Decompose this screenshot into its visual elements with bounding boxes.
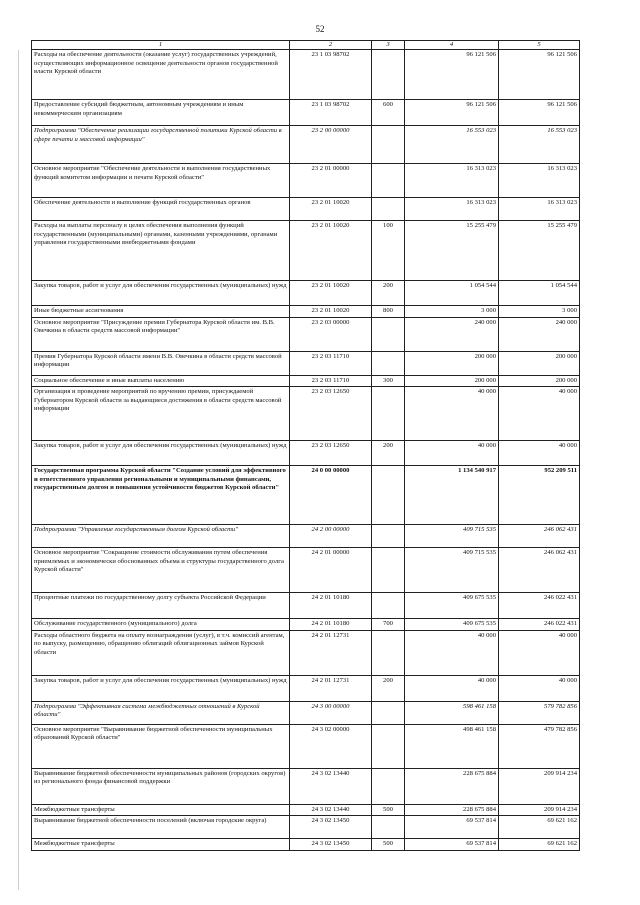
row-name: Основное мероприятие "Присуждение премии Губернатора Курской области им. В.В. Овечкина в области средств массовой информации" [32,317,290,351]
row-name: Подпрограмма "Управление государственным долгом Курской области" [32,525,290,548]
row-expense-type [372,816,405,839]
row-name: Закупка товаров, работ и услуг для обеспечения государственных (муниципальных) нужд [32,441,290,466]
row-name: Основное мероприятие "Выравнивание бюджетной обеспеченности муниципальных образований Курской области" [32,724,290,768]
row-sum-year1: 200 000 [405,375,499,387]
table-body [32,41,580,851]
row-code: 23 2 03 00000 [290,317,372,351]
table-row [32,525,580,548]
row-sum-year1: 409 675 535 [405,593,499,619]
row-sum-year2: 952 209 511 [499,466,580,525]
row-sum-year1: 200 000 [405,351,499,375]
row-sum-year1: 3 000 [405,306,499,318]
row-code: 24 2 01 00000 [290,548,372,593]
row-expense-type [372,317,405,351]
table-row [32,126,580,164]
row-name: Выравнивание бюджетной обеспеченности муниципальных районов (городских округов) из регионального фонда финансовой поддержки [32,768,290,804]
budget-table [31,40,580,851]
row-sum-year1: 40 000 [405,441,499,466]
column-header-row [32,41,580,50]
row-code: 23 2 01 10020 [290,281,372,306]
row-sum-year1: 1 134 540 917 [405,466,499,525]
row-sum-year2: 479 782 856 [499,724,580,768]
row-expense-type [372,630,405,675]
row-expense-type: 600 [372,100,405,126]
table-row [32,50,580,100]
row-name: Процентные платежи по государственному долгу субъекта Российской Федерации [32,593,290,619]
table-row [32,593,580,619]
row-expense-type [372,50,405,100]
table-row [32,675,580,701]
table-row [32,281,580,306]
row-sum-year1: 40 000 [405,387,499,441]
table-row [32,441,580,466]
table-row [32,724,580,768]
row-expense-type [372,768,405,804]
column-header-sum-year1: 4 [405,41,499,50]
row-sum-year2: 246 062 431 [499,548,580,593]
row-name: Расходы на выплаты персоналу в целях обеспечения выполнения функций государственными (муниципальными) органами, казенными учреждениями, органами управления государственными внебюджетными фондами [32,221,290,281]
page-edge-line [18,50,19,890]
row-sum-year2: 16 313 023 [499,164,580,198]
row-expense-type [372,525,405,548]
row-name: Обслуживание государственного (муниципального) долга [32,619,290,631]
table-row [32,351,580,375]
row-expense-type [372,701,405,724]
table-row [32,816,580,839]
row-name: Организация и проведение мероприятий по вручению премии, присуждаемой Губернатором Курской области за выдающиеся достижения в области средств массовой информации [32,387,290,441]
column-header-code: 2 [290,41,372,50]
row-sum-year1: 1 054 544 [405,281,499,306]
row-name: Премия Губернатора Курской области имени В.В. Овечкина в области средств массовой информации [32,351,290,375]
row-name: Обеспечение деятельности и выполнение функций государственных органов [32,198,290,221]
row-expense-type: 800 [372,306,405,318]
row-code: 24 3 00 00000 [290,701,372,724]
row-code: 24 3 02 13440 [290,804,372,816]
row-sum-year2: 40 000 [499,387,580,441]
row-name: Закупка товаров, работ и услуг для обеспечения государственных (муниципальных) нужд [32,675,290,701]
row-sum-year1: 96 121 506 [405,50,499,100]
row-expense-type [372,548,405,593]
row-expense-type: 500 [372,839,405,851]
row-sum-year1: 16 313 023 [405,198,499,221]
table-row [32,701,580,724]
table-row [32,198,580,221]
row-sum-year1: 409 715 535 [405,525,499,548]
page-number: 52 [315,24,325,34]
row-expense-type: 200 [372,675,405,701]
row-sum-year1: 228 675 884 [405,768,499,804]
row-sum-year2: 209 914 234 [499,804,580,816]
row-code: 24 3 02 13440 [290,768,372,804]
row-sum-year2: 40 000 [499,675,580,701]
row-sum-year2: 579 782 856 [499,701,580,724]
row-code: 23 2 01 10020 [290,221,372,281]
row-code: 23 2 01 00000 [290,164,372,198]
row-code: 23 2 03 11710 [290,351,372,375]
row-sum-year1: 15 255 479 [405,221,499,281]
row-expense-type: 200 [372,441,405,466]
row-sum-year2: 40 000 [499,441,580,466]
row-code: 24 3 02 13450 [290,816,372,839]
row-name: Выравнивание бюджетной обеспеченности поселений (включая городские округа) [32,816,290,839]
table-row [32,630,580,675]
row-sum-year2: 96 121 506 [499,50,580,100]
table-row [32,100,580,126]
row-code: 23 2 00 00000 [290,126,372,164]
row-expense-type: 700 [372,619,405,631]
column-header-name: 1 [32,41,290,50]
row-code: 24 2 00 00000 [290,525,372,548]
row-code: 23 2 01 10020 [290,306,372,318]
row-sum-year2: 246 062 431 [499,525,580,548]
row-name: Основное мероприятие "Сокращение стоимости обслуживания путем обеспечения приемлемых и экономически обоснованных объема и структуры государственного долга Курской области" [32,548,290,593]
row-sum-year1: 409 715 535 [405,548,499,593]
table-row [32,804,580,816]
table-row [32,466,580,525]
row-expense-type: 100 [372,221,405,281]
row-expense-type [372,126,405,164]
row-sum-year2: 40 000 [499,630,580,675]
row-sum-year1: 228 675 884 [405,804,499,816]
row-code: 24 2 01 12731 [290,630,372,675]
row-expense-type [372,593,405,619]
row-sum-year2: 246 022 431 [499,619,580,631]
row-sum-year2: 1 054 544 [499,281,580,306]
row-sum-year1: 16 553 023 [405,126,499,164]
table-row [32,387,580,441]
row-name: Государственная программа Курской области "Создание условий для эффективного и ответственного управления региональными и муниципальными финансами, государственным долгом и повышения устойчивости бюджетов Курской области" [32,466,290,525]
row-name: Межбюджетные трансферты [32,839,290,851]
row-sum-year2: 240 000 [499,317,580,351]
row-sum-year1: 498 461 158 [405,724,499,768]
row-sum-year2: 96 121 506 [499,100,580,126]
column-header-expense-type: 3 [372,41,405,50]
row-name: Расходы областного бюджета на оплату вознаграждения (услуг), в т.ч. комиссий агентам, по выпуску, размещению, обращению облигаций облигационных займов Курской области [32,630,290,675]
row-code: 23 1 03 98702 [290,50,372,100]
row-sum-year1: 69 537 814 [405,816,499,839]
row-sum-year2: 200 000 [499,375,580,387]
row-sum-year1: 16 313 023 [405,164,499,198]
row-name: Социальное обеспечение и иные выплаты населению [32,375,290,387]
row-sum-year1: 96 121 506 [405,100,499,126]
table-row [32,375,580,387]
row-expense-type [372,387,405,441]
row-code: 24 0 00 00000 [290,466,372,525]
row-code: 23 2 03 11710 [290,375,372,387]
row-name: Подпрограмма "Обеспечение реализации государственной политики Курской области в сфере печати и массовой информации" [32,126,290,164]
table-row [32,306,580,318]
row-expense-type [372,351,405,375]
row-sum-year2: 3 000 [499,306,580,318]
row-code: 24 3 02 13450 [290,839,372,851]
row-name: Иные бюджетные ассигнования [32,306,290,318]
row-sum-year2: 16 553 023 [499,126,580,164]
table-row [32,768,580,804]
row-sum-year2: 16 313 023 [499,198,580,221]
table-row [32,548,580,593]
table-row [32,317,580,351]
column-header-sum-year2: 5 [499,41,580,50]
row-name: Предоставление субсидий бюджетным, автономным учреждениям и иным некоммерческим организациям [32,100,290,126]
row-code: 24 2 01 10180 [290,619,372,631]
row-code: 24 2 01 12731 [290,675,372,701]
row-sum-year1: 598 461 158 [405,701,499,724]
table-row [32,221,580,281]
row-code: 23 1 03 98702 [290,100,372,126]
table-row [32,839,580,851]
row-sum-year1: 240 000 [405,317,499,351]
row-code: 24 3 02 00000 [290,724,372,768]
row-expense-type [372,164,405,198]
row-expense-type [372,198,405,221]
row-sum-year2: 200 000 [499,351,580,375]
row-expense-type [372,724,405,768]
row-name: Расходы на обеспечение деятельности (оказание услуг) государственных учреждений, осуществляющих информационное освещение деятельности органов государственной власти Курской области [32,50,290,100]
row-sum-year2: 69 621 162 [499,816,580,839]
row-expense-type [372,466,405,525]
row-sum-year2: 69 621 162 [499,839,580,851]
row-code: 23 2 01 10020 [290,198,372,221]
row-sum-year1: 40 000 [405,630,499,675]
row-name: Закупка товаров, работ и услуг для обеспечения государственных (муниципальных) нужд [32,281,290,306]
table-row [32,619,580,631]
row-code: 23 2 03 12650 [290,387,372,441]
row-name: Подпрограмма "Эффективная система межбюджетных отношений в Курской области" [32,701,290,724]
row-expense-type: 500 [372,804,405,816]
table-row [32,164,580,198]
row-name: Межбюджетные трансферты [32,804,290,816]
row-sum-year2: 209 914 234 [499,768,580,804]
row-sum-year2: 15 255 479 [499,221,580,281]
row-expense-type: 200 [372,281,405,306]
row-sum-year1: 409 675 535 [405,619,499,631]
row-sum-year1: 40 000 [405,675,499,701]
row-code: 24 2 01 10180 [290,593,372,619]
row-code: 23 2 03 12650 [290,441,372,466]
row-name: Основное мероприятие "Обеспечение деятельности и выполнения государственных функций комитетом информации и печати Курской области" [32,164,290,198]
row-sum-year2: 246 022 431 [499,593,580,619]
row-sum-year1: 69 537 814 [405,839,499,851]
row-expense-type: 300 [372,375,405,387]
